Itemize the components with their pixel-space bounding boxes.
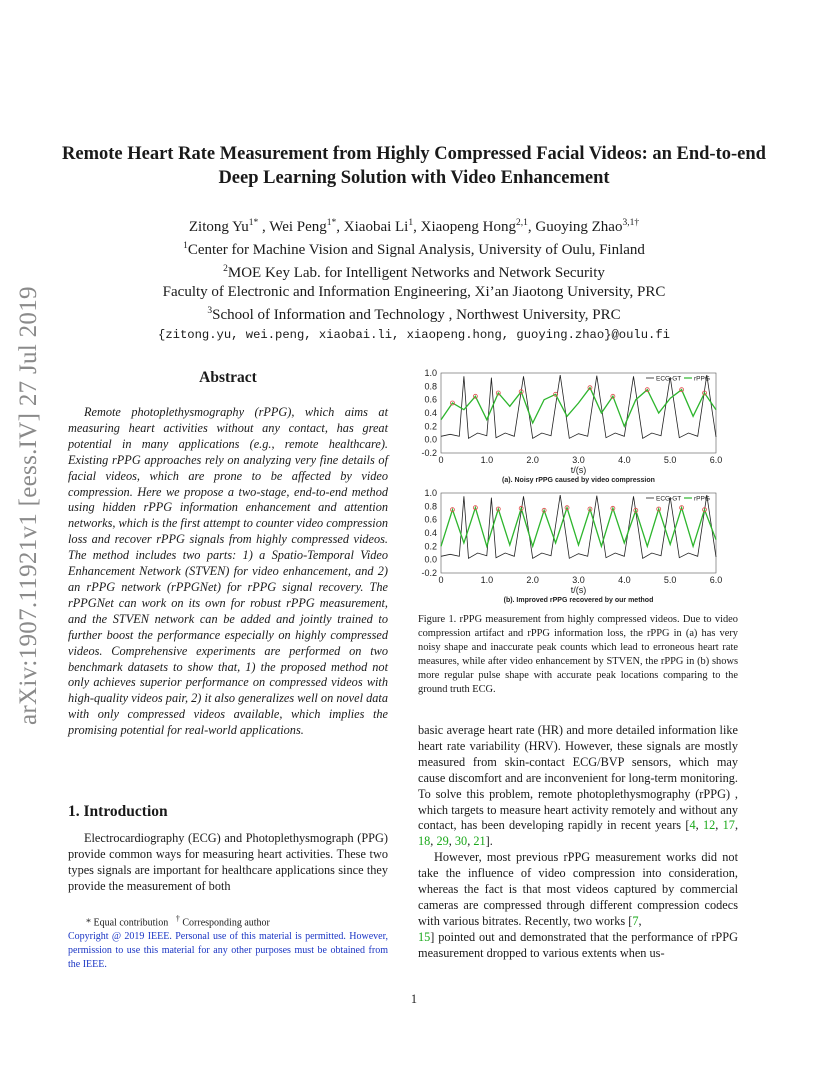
section-heading: 1. Introduction bbox=[68, 803, 168, 820]
y-tick-label: 0.4 bbox=[424, 408, 437, 418]
aff-mark: 2 bbox=[223, 264, 228, 274]
y-tick-label: -0.2 bbox=[421, 448, 437, 458]
right-column bbox=[418, 723, 738, 962]
para-text: ] pointed out and demonstrated that the performance of rPPG measurement dropped to various extents when us- bbox=[418, 929, 738, 960]
y-tick-label: 0.8 bbox=[424, 501, 437, 512]
abstract-text: Remote photoplethysmography (rPPG), which aims at measuring heart activities without any contact, has great potential in many applications (e.g., remote healthcare). Existing rPPG approaches rely on analyzing very fine details of facial videos, which are prone to be affected by video compression. Here we propose a two-stage, end-to-end method using hidden rPPG information enhancement and attention networks, which is the first attempt to counter video compression loss and recover rPPG signals from highly compressed videos. The method includes two parts: 1) a Spatio-Temporal Video Enhancement Network (STVEN) for video enhancement, and 2) an rPPG network (rPPGNet) for rPPG signal recovery. The rPPGNet can work on its own for robust rPPG measurement, and the STVEN network can be added and jointly trained to further boost the performance especially on highly compressed videos. Comprehensive experiments are performed on two benchmark datasets to show that, 1) the proposed method not only achieves superior performance on compressed videos with high-quality videos pair, 2) it also generalizes well on novel data with only compressed videos available, which implies the promising potential for real-world applications. bbox=[68, 405, 388, 738]
page-number: 1 bbox=[410, 992, 418, 1006]
aff-text: Center for Machine Vision and Signal Analysis, University of Oulu, Finland bbox=[187, 242, 645, 258]
intro-paragraph-2: However, most previous rPPG measurement works did not take the influence of video compression into consideration, whereas the fact is that most videos captured by commercial cameras are compressed through different compression codecs with various bitrates. Recently, two works [7, 15] pointed out and demonstrated that the performance of rPPG measurement dropped to various extents when us- bbox=[418, 850, 738, 960]
footnote-equal: * Equal contribution bbox=[86, 917, 169, 929]
x-axis-label: t/(s) bbox=[570, 465, 587, 475]
author-name: , Wei Peng bbox=[258, 219, 327, 235]
y-tick-label: 0.6 bbox=[424, 514, 437, 525]
author-mark: 3,1† bbox=[622, 218, 640, 228]
citation-link[interactable]: 7 bbox=[632, 913, 639, 928]
citation-link[interactable]: 12 bbox=[702, 818, 716, 833]
footnote bbox=[68, 912, 388, 972]
affiliation-2b: Faculty of Electronic and Information Engineering, Xi’an Jiaotong University, PRC bbox=[162, 284, 666, 300]
figure-1 bbox=[415, 365, 735, 615]
citation-link[interactable]: 18 bbox=[418, 834, 431, 849]
x-tick-label: 1.0 bbox=[480, 455, 494, 465]
y-tick-label: 1.0 bbox=[424, 368, 437, 378]
y-tick-label: -0.2 bbox=[421, 568, 437, 578]
plot-area bbox=[441, 373, 716, 453]
author-emails: {zitong.yu, wei.peng, xiaobai.li, xiaopeng.hong, guoying.zhao}@oulu.fi bbox=[158, 328, 670, 342]
y-tick-label: 0.2 bbox=[424, 541, 437, 552]
author-mark: 1* bbox=[326, 218, 337, 228]
x-tick-label: 3.0 bbox=[572, 575, 585, 585]
author-block bbox=[60, 214, 768, 345]
legend-label: ECG-GT bbox=[656, 495, 682, 503]
series-line-ecg-gt bbox=[441, 375, 716, 438]
citation-link[interactable]: 17 bbox=[722, 818, 735, 833]
x-tick-label: 3.0 bbox=[572, 455, 585, 465]
aff-mark: 1 bbox=[183, 241, 188, 251]
footnote-contrib bbox=[68, 912, 388, 930]
paper-title: Remote Heart Rate Measurement from Highly Compressed Facial Videos: an End-to-end Deep Learning Solution with Video Enhancement bbox=[62, 144, 766, 188]
figure-1-plots bbox=[415, 365, 735, 610]
intro-paragraph-cont bbox=[418, 723, 738, 850]
aff-text: School of Information and Technology , Northwest University, PRC bbox=[212, 307, 621, 323]
author-mark: 2,1 bbox=[516, 218, 528, 228]
copyright-notice: Copyright @ 2019 IEEE. Personal use of this material is permitted. However, permission to use this material for any other purposes must be obtained from the IEEE. bbox=[68, 931, 388, 971]
y-tick-label: 1.0 bbox=[424, 488, 437, 498]
y-tick-label: 0.6 bbox=[424, 394, 437, 405]
author-mark: 1* bbox=[248, 218, 259, 228]
abstract-heading: Abstract bbox=[199, 369, 257, 386]
legend-label: ECG-GT bbox=[656, 375, 682, 383]
citation-link[interactable]: 30 bbox=[454, 834, 468, 849]
x-tick-label: 4.0 bbox=[618, 455, 631, 465]
x-tick-label: 0 bbox=[438, 455, 444, 465]
x-axis-label: t/(s) bbox=[570, 585, 587, 595]
citation-list: 4, 12, 17, 18, 29, 30, 21 bbox=[418, 818, 739, 849]
figure-caption: Figure 1. rPPG measurement from highly compressed videos. Due to video compression artifact and rPPG information loss, the rPPG in (a) has very noisy shape and inaccurate peak counts which lead to erroneous heart rate measures, while after video enhancement by STVEN, the rPPG in (b) shows more regular pulse shape with accurate peak locations comparing to the ground truth ECG. bbox=[418, 614, 738, 695]
y-tick-label: 0.2 bbox=[424, 421, 437, 432]
para-text: ]. bbox=[485, 834, 493, 849]
panel-subtitle: (a). Noisy rPPG caused by video compression bbox=[502, 477, 655, 484]
citation-link[interactable]: 15 bbox=[418, 929, 431, 944]
x-tick-label: 5.0 bbox=[663, 455, 677, 465]
x-tick-label: 2.0 bbox=[526, 455, 539, 465]
author-name: , Xiaopeng Hong bbox=[413, 219, 517, 235]
intro-paragraph: Electrocardiography (ECG) and Photoplethysmograph (PPG) provide common ways for measuring heart activities. These two types signals are important for healthcare applications since they provide the measurement of both bbox=[68, 831, 388, 893]
x-tick-label: 2.0 bbox=[526, 575, 539, 585]
para-text: However, most previous rPPG measurement works did not take the influence of video compression into consideration, whereas the fact is that most videos captured by commercial cameras are compressed through different compression codecs with various bitrates. Recently, two works [ bbox=[418, 850, 738, 928]
aff-text: MOE Key Lab. for Intelligent Networks and Network Security bbox=[227, 265, 605, 281]
author-name: , Guoying Zhao bbox=[527, 219, 623, 235]
x-tick-label: 1.0 bbox=[480, 575, 494, 585]
citation-link[interactable]: 29 bbox=[436, 834, 449, 849]
legend-label: rPPG bbox=[694, 375, 710, 383]
affiliation-1 bbox=[60, 237, 768, 260]
para-text: basic average heart rate (HR) and more detailed information like heart rate variability (HRV). However, these signals are mostly measured from skin-contact ECG/BVP sensors, which may cause discomfort and are inconvenient for long-term monitoring. To solve this problem, remote photoplethysmography (rPPG) , which targets to measure heart activity remotely and without any contact, has been developing rapidly in recent years [ bbox=[418, 723, 738, 833]
x-tick-label: 4.0 bbox=[618, 575, 631, 585]
affiliation-2 bbox=[60, 260, 768, 283]
y-tick-label: 0.4 bbox=[424, 528, 437, 538]
author-name: , Xiaobai Li bbox=[336, 219, 409, 235]
aff-mark: 3 bbox=[207, 306, 213, 316]
citation-link[interactable]: 21 bbox=[473, 834, 486, 849]
series-line-ecg-gt bbox=[441, 495, 716, 558]
author-name: Zitong Yu bbox=[188, 219, 249, 235]
x-tick-label: 6.0 bbox=[709, 455, 723, 465]
footnote-dagger: † bbox=[175, 914, 180, 923]
y-tick-label: 0.8 bbox=[424, 381, 437, 392]
author-mark: 1 bbox=[408, 218, 414, 228]
affiliation-3 bbox=[60, 302, 768, 325]
y-tick-label: 0.0 bbox=[424, 434, 437, 445]
citation-link[interactable]: 4 bbox=[689, 818, 696, 833]
legend-label: rPPG bbox=[694, 495, 710, 503]
x-tick-label: 0 bbox=[438, 575, 444, 585]
panel-subtitle: (b). Improved rPPG recovered by our method bbox=[503, 597, 654, 604]
x-tick-label: 6.0 bbox=[709, 575, 723, 585]
author-line bbox=[60, 214, 768, 237]
y-tick-label: 0.0 bbox=[424, 554, 437, 565]
footnote-corr: Corresponding author bbox=[179, 917, 270, 929]
x-tick-label: 5.0 bbox=[663, 575, 677, 585]
arxiv-stamp: arXiv:1907.11921v1 [eess.IV] 27 Jul 2019 bbox=[15, 286, 42, 725]
